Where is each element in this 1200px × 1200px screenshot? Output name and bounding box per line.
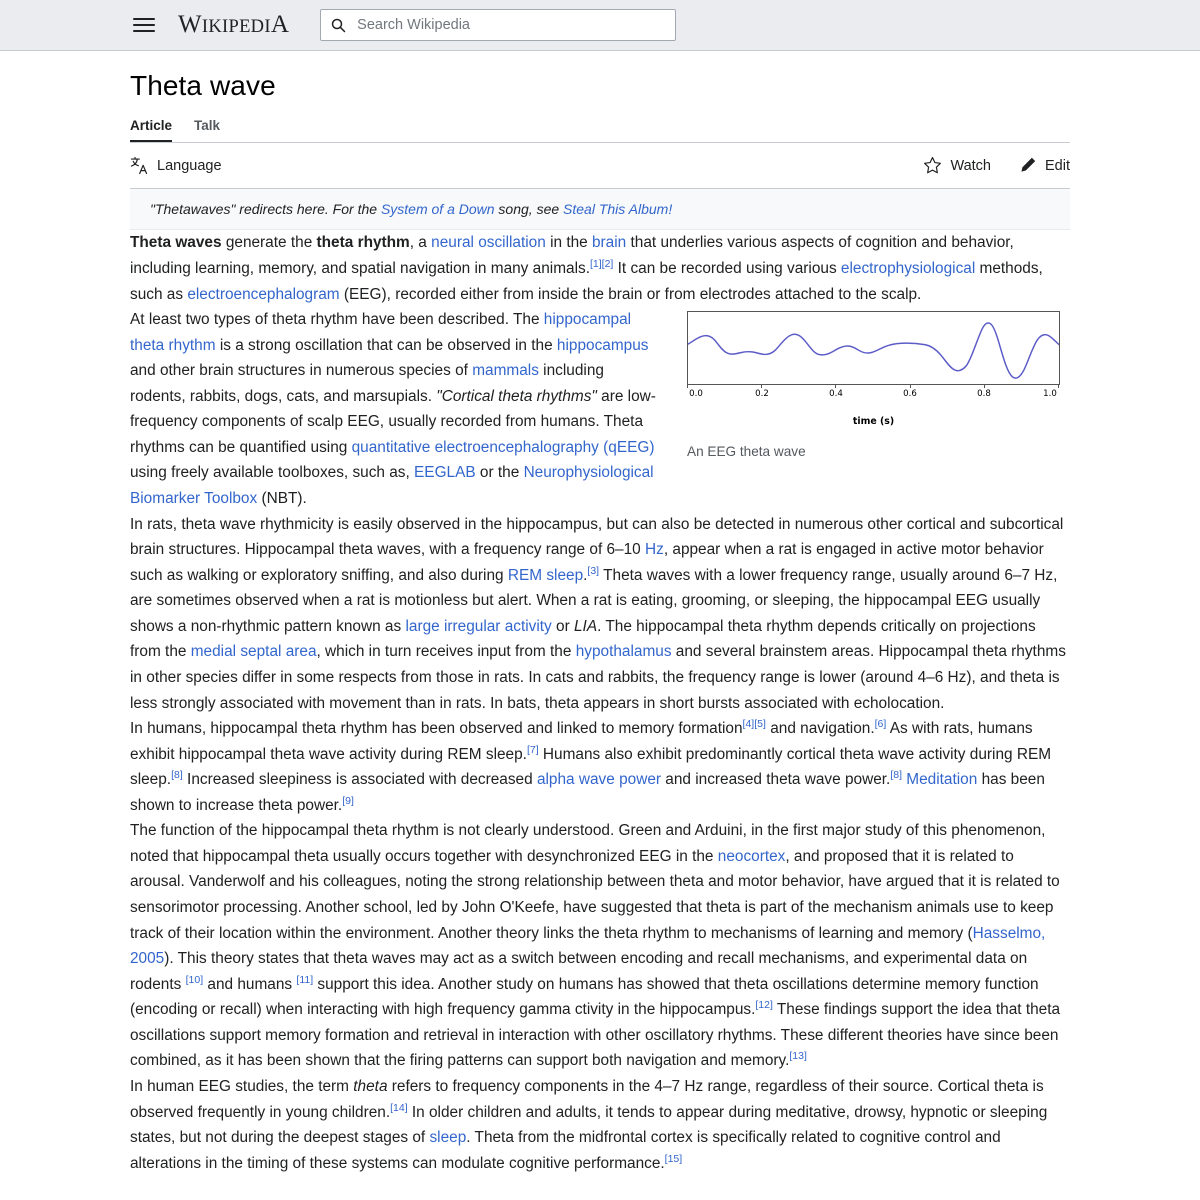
wordmark-ikipedi: IKIPEDI [201,17,271,37]
emphasis-cortical-theta-rhythms: "Cortical theta rhythms" [436,387,597,405]
t: , and proposed that it is related to arousal. Vanderwolf and his colleagues, noting the strong relationship between theta and motor behavior, have argued that it is related to sensorimotor processing. Another school, led by John O'Keefe, have suggested that theta is part of the mechanism animals use to keep track of their location within the environment. Another theory links the theta rhythm to mechanisms of learning and memory ( [130,847,1060,942]
search-placeholder: Search Wikipedia [357,17,470,33]
link-neural-oscillation[interactable]: neural oscillation [431,234,546,252]
wordmark-a: A [270,11,290,38]
t: methods, such as [130,259,1043,303]
reference-9[interactable]: [9] [342,794,354,807]
link-hypothalamus[interactable]: hypothalamus [575,643,672,661]
t: and navigation. [765,720,875,738]
eeg-chart-xaxis-title: time (s) [852,416,895,428]
watch-button[interactable] [923,156,991,175]
language-label: Language [157,157,222,174]
hamburger-bar [133,24,155,26]
search-icon [331,18,346,33]
link-hippocampus[interactable]: hippocampus [556,336,649,354]
page-title: Theta wave [130,70,276,101]
pencil-icon [1018,156,1037,175]
edit-label: Edit [1045,157,1070,174]
reference-2[interactable]: [2] [601,257,614,270]
t: generate the [221,234,317,252]
reference-7[interactable]: [7] [526,743,539,756]
paragraph-humans [130,716,1070,818]
link-rem-sleep[interactable]: REM sleep [507,566,584,584]
link-mammals[interactable]: mammals [472,362,539,380]
hatnote-link-steal-this-album[interactable]: Steal This Album! [563,201,673,217]
link-hz[interactable]: Hz [645,541,664,559]
wikipedia-wordmark[interactable] [178,11,289,39]
link-medial-septal-area[interactable]: medial septal area [190,643,317,661]
t: has been shown to increase theta power. [130,771,1045,814]
tab-talk[interactable]: Talk [194,118,221,133]
link-sleep[interactable]: sleep [429,1129,467,1147]
eeg-chart [687,311,1060,385]
t: and several brainstem areas. Hippocampal theta rhythms in other species differ in some respects from those in rats. In cats and rabbits, the frequency range is lower (around 4–6 Hz), and theta is less strongly associated with movement than in rats. In bats, theta appears in short bursts associated with echolocation. [130,643,1066,712]
eeg-waveform-plot [688,312,1059,384]
reference-8[interactable]: [8] [171,769,183,782]
t: In humans, hippocampal theta rhythm has been observed and linked to memory formation [130,720,743,738]
t: using freely available toolboxes, such as, [130,464,415,482]
t: It can be recorded using various [613,259,841,277]
t: Increased sleepiness is associated with decreased [182,771,537,789]
t: . [583,566,588,584]
edit-button[interactable] [1018,156,1070,175]
reference-3[interactable]: [3] [587,564,600,577]
paragraph-function [130,818,1070,1074]
t: including rodents, rabbits, dogs, cats, and marsupials. [130,362,604,405]
emphasis-theta: theta [353,1077,388,1095]
t: At least two types of theta rhythm have been described. The [130,311,544,329]
site-header [0,0,1200,51]
t: support this idea. Another study on humans has showed that theta oscillations determine memory function (encoding or recall) when interacting with high frequency gamma ctivity in the hippocampus. [130,975,1039,1019]
paragraph-human-eeg-studies [130,1074,1070,1176]
article-toolbar [130,143,1070,189]
link-alpha-wave-power[interactable]: alpha wave power [536,771,662,789]
hatnote-text-2: song, see [494,201,564,217]
xtick-4: 0.8 [977,389,991,400]
reference-10[interactable]: [10] [185,973,204,986]
link-meditation[interactable]: Meditation [906,771,978,789]
t: in the [545,234,592,252]
toolbar-left-group [130,156,222,175]
link-neocortex[interactable]: neocortex [717,847,786,865]
t: , which in turn receives input from the [316,643,576,661]
xtick-2: 0.4 [829,389,843,400]
t: or the [475,464,524,482]
hamburger-bar [133,18,155,20]
eeg-figure-caption: An EEG theta wave [687,444,806,460]
t: . The hippocampal theta rhythm depends critically on projections from the [130,617,1036,661]
lead-bold-theta-waves: Theta waves [130,234,222,252]
link-eeglab[interactable]: EEGLAB [414,464,476,482]
tab-article[interactable]: Article [130,118,172,142]
language-icon [130,156,149,175]
hatnote [130,189,1070,230]
reference-4[interactable]: [4] [742,717,755,730]
t: and other brain structures in numerous species of [130,362,473,380]
reference-1[interactable]: [1] [589,257,602,270]
t: and humans [203,975,297,993]
t: refers to frequency components in the 4–7 Hz range, regardless of their source. Cortical theta is observed frequently in young children. [130,1077,1044,1121]
t: These findings support the idea that theta oscillations support memory formation and retrieval in interaction with other oscillatory rhythms. These different theories have since been combined, as it has been shown that the firing patterns can support both navigation and memory. [130,1001,1061,1070]
t: As with rats, humans exhibit hippocampal theta wave activity during REM sleep. [130,720,1033,763]
emphasis-lia: LIA [573,617,598,635]
reference-15[interactable]: [15] [664,1152,683,1165]
t: (NBT). [257,490,307,508]
reference-13[interactable]: [13] [789,1050,807,1063]
xtick-0: 0.0 [689,389,703,400]
t: that underlies various aspects of cognition and behavior, including learning, memory, and spatial navigation in many animals. [130,234,1014,277]
link-brain[interactable]: brain [592,234,627,252]
link-qeeg[interactable]: quantitative electroencephalography (qEEG) [351,438,655,456]
xtick-5: 1.0 [1043,389,1057,400]
t: In human EEG studies, the term [130,1077,354,1095]
reference-12[interactable]: [12] [755,999,773,1012]
t: or [551,617,574,635]
reference-6[interactable]: [6] [874,717,887,730]
link-electroencephalogram[interactable]: electroencephalogram [187,285,340,303]
t: . Theta from the midfrontal cortex is specifically related to cognitive control and [466,1129,1001,1147]
reference-5[interactable]: [5] [754,717,766,730]
t: In older children and adults, it tends to appear during meditative, drowsy, hypnotic or sleeping states, but not during the deepest stages of [130,1103,1048,1147]
hatnote-text-1: "Thetawaves" redirects here. For the [150,201,381,217]
article-container [130,51,1070,1176]
language-button[interactable] [130,156,222,175]
xtick-1: 0.2 [755,389,769,400]
eeg-chart-xaxis [687,385,1060,401]
toolbar-right-group [923,156,1070,175]
reference-8b[interactable]: [8] [890,769,902,782]
lead-bold-theta-rhythm: theta rhythm [316,234,410,252]
t: ). This theory states that theta waves may act as a switch between encoding and recall mechanisms, and experimental data on rodents [130,950,1028,993]
watch-label: Watch [950,157,991,174]
reference-11[interactable]: [11] [296,973,314,986]
t: The function of the hippocampal theta rhythm is not clearly understood. Green and Arduini, in the first major study of this phenomenon, noted that hippocampal theta usually occurs together with desynchronized EEG in the [130,822,1046,865]
paragraph-lead [130,230,1070,307]
hatnote-link-system-of-a-down[interactable]: System of a Down [380,201,495,217]
link-hippocampal-theta-rhythm[interactable]: hippocampal theta rhythm [130,311,632,354]
reference-14[interactable]: [14] [390,1101,408,1114]
t: , appear when a rat is engaged in active motor behavior such as walking or exploratory sniffing, and also during [130,541,1044,584]
link-hasselmo-2005[interactable]: Hasselmo, 2005 [130,924,1046,968]
paragraph-rats [130,512,1070,717]
figure-and-paragraph-block [130,307,1070,512]
link-large-irregular-activity[interactable]: large irregular activity [405,617,552,635]
t: Theta waves with a lower frequency range, usually around 6–7 Hz, are sometimes observed when a rat is motionless but alert. When a rat is eating, grooming, or sleeping, the hippocampal EEG usually shows a non-rhythmic pattern known as [130,566,1058,635]
t: Humans also exhibit predominantly cortical theta wave activity during REM sleep. [130,745,1052,789]
link-nbt[interactable]: Neurophysiological Biomarker Toolbox [130,464,654,508]
hamburger-bar [133,30,155,32]
t: , a [409,234,432,252]
t: (EEG), recorded either from inside the brain or from electrodes attached to the scalp. [339,285,922,303]
t: is a strong oscillation that can be observed in the [215,336,557,354]
main-menu-icon[interactable] [133,13,157,37]
eeg-figure [687,311,1070,459]
link-electrophysiological[interactable]: electrophysiological [840,259,976,277]
t: In rats, theta wave rhythmicity is easily observed in the hippocampus, but can also be detected in numerous other cortical and subcortical brain structures. Hippocampal theta waves, with a frequency range of 6–10 [130,515,1064,559]
search-input[interactable] [320,9,676,41]
wordmark-w: W [178,11,202,38]
t: and increased theta wave power. [661,771,891,789]
xtick-3: 0.6 [903,389,917,400]
t: are low-frequency components of scalp EEG, usually recorded from humans. Theta rhythms can be quantified using [130,387,656,456]
article-tabs [130,118,1070,143]
t: alterations in the timing of these systems can modulate cognitive performance. [130,1154,665,1172]
star-icon [923,156,942,175]
